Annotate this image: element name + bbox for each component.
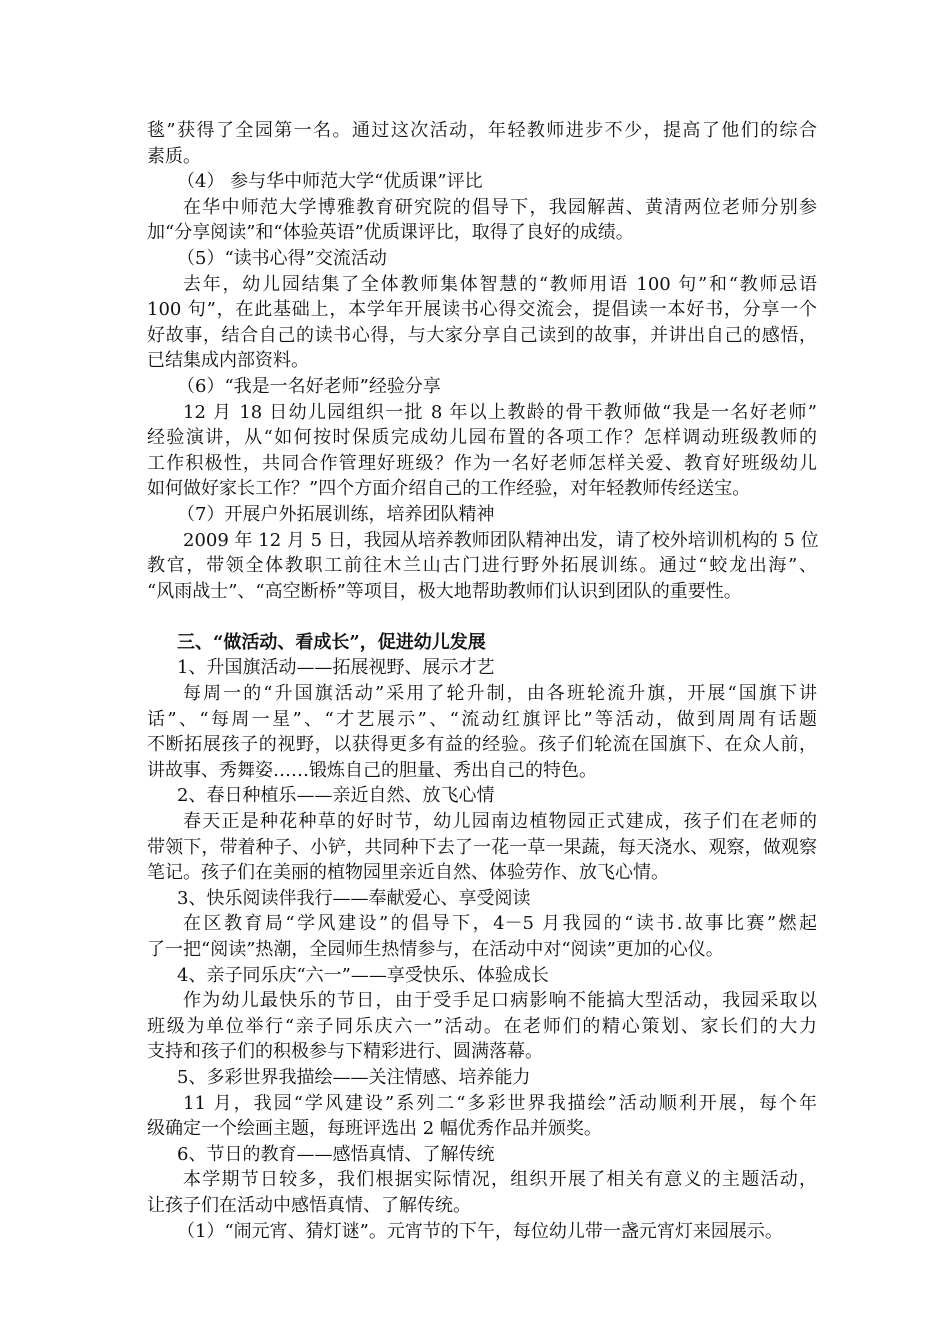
text-line: 话”、“每周一星”、“才艺展示”、“流动红旗评比”等活动，做到周周有话题 <box>147 708 817 730</box>
text-line: 不断拓展孩子的视野，以获得更多有益的经验。孩子们轮流在国旗下、在众人前， <box>147 734 817 756</box>
text-line: 让孩子们在活动中感悟真情、了解传统。 <box>147 1194 471 1216</box>
text-line: （6）“我是一名好老师”经验分享 <box>177 375 441 397</box>
text-line: 100 句”，在此基础上，本学年开展读书心得交流会，提倡读一本好书，分享一个 <box>147 299 817 321</box>
text-line: （5）“读书心得”交流活动 <box>177 247 387 269</box>
text-line: 4、亲子同乐庆“六一”——享受快乐、体验成长 <box>177 964 549 986</box>
text-line: （1）“闹元宵、猜灯谜”。元宵节的下午，每位幼儿带一盏元宵灯来园展示。 <box>177 1220 783 1242</box>
text-line: 了一把“阅读”热潮，全园师生热情参与，在活动中对“阅读”更加的心仪。 <box>147 939 724 960</box>
text-line: 毯”获得了全园第一名。通过这次活动，年轻教师进步不少，提高了他们的综合 <box>147 120 817 141</box>
text-line: 去年，幼儿园结集了全体教师集体智慧的“教师用语 100 句”和“教师忌语 <box>183 273 817 295</box>
text-line: 2、春日种植乐——亲近自然、放飞心情 <box>177 785 495 807</box>
text-line: 6、节日的教育——感悟真情、了解传统 <box>177 1143 495 1165</box>
text-line: 工作积极性，共同合作管理好班级？作为一名好老师怎样关爱、教育好班级幼儿 <box>147 452 817 474</box>
text-line: 笔记。孩子们在美丽的植物园里亲近自然、体验劳作、放飞心情。 <box>147 862 669 884</box>
text-line: 已结集成内部资料。 <box>147 350 309 372</box>
body-text <box>147 118 817 1244</box>
text-line: 每周一的“升国旗活动”采用了轮升制，由各班轮流升旗，开展“国旗下讲 <box>183 683 817 705</box>
text-line: 本学期节日较多，我们根据实际情况，组织开展了相关有意义的主题活动， <box>183 1169 817 1191</box>
text-line: 经验演讲，从“如何按时保质完成幼儿园布置的各项工作？怎样调动班级教师的 <box>147 427 817 449</box>
text-line: 12 月 18 日幼儿园组织一批 8 年以上教龄的骨干教师做“我是一名好老师” <box>183 401 817 423</box>
text-line: 在区教育局“学风建设”的倡导下，4－5 月我园的“读书.故事比赛”燃起 <box>183 913 817 935</box>
text-line: 素质。 <box>147 145 201 167</box>
section-heading: 三、“做活动、看成长”，促进幼儿发展 <box>177 631 486 653</box>
text-line: 11 月，我园“学风建设”系列二“多彩世界我描绘”活动顺利开展，每个年 <box>183 1092 817 1114</box>
text-line: 讲故事、秀舞姿……锻炼自己的胆量、秀出自己的特色。 <box>147 759 597 781</box>
text-line: 加“分享阅读”和“体验英语”优质课评比，取得了良好的成绩。 <box>147 222 634 244</box>
text-line: 5、多彩世界我描绘——关注情感、培养能力 <box>177 1066 531 1088</box>
blank-line <box>147 604 817 630</box>
text-line: 班级为单位举行“亲子同乐庆六一”活动。在老师们的精心策划、家长们的大力 <box>147 1015 817 1037</box>
text-line: 支持和孩子们的积极参与下精彩进行、圆满落幕。 <box>147 1041 543 1063</box>
text-line: （7）开展户外拓展训练，培养团队精神 <box>177 503 495 525</box>
text-line: 作为幼儿最快乐的节日，由于受手足口病影响不能搞大型活动，我园采取以 <box>183 990 817 1012</box>
text-line: 3、快乐阅读伴我行——奉献爱心、享受阅读 <box>177 887 531 909</box>
text-line: 好故事，结合自己的读书心得，与大家分享自己读到的故事，并讲出自己的感悟， <box>147 324 817 346</box>
text-line: 教官，带领全体教职工前往木兰山古门进行野外拓展训练。通过“蛟龙出海”、 <box>147 555 817 577</box>
text-line: 在华中师范大学博雅教育研究院的倡导下，我园解茜、黄清两位老师分别参 <box>183 196 817 218</box>
text-line: 春天正是种花种草的好时节，幼儿园南边植物园正式建成，孩子们在老师的 <box>183 811 817 833</box>
text-line: 带领下，带着种子、小铲，共同种下去了一花一草一果蔬，每天浇水、观察，做观察 <box>147 836 817 858</box>
text-line: 如何做好家长工作？”四个方面介绍自己的工作经验，对年轻教师传经送宝。 <box>147 478 751 500</box>
text-line: 2009 年 12 月 5 日，我园从培养教师团队精神出发，请了校外培训机构的 5 位 <box>183 529 819 551</box>
text-line: “风雨战士”、“高空断桥”等项目，极大地帮助教师们认识到团队的重要性。 <box>147 580 742 602</box>
text-line: 1、升国旗活动——拓展视野、展示才艺 <box>177 657 495 679</box>
text-line: 级确定一个绘画主题，每班评选出 2 幅优秀作品并颁奖。 <box>147 1118 602 1140</box>
text-line: （4） 参与华中师范大学“优质课”评比 <box>177 171 483 193</box>
